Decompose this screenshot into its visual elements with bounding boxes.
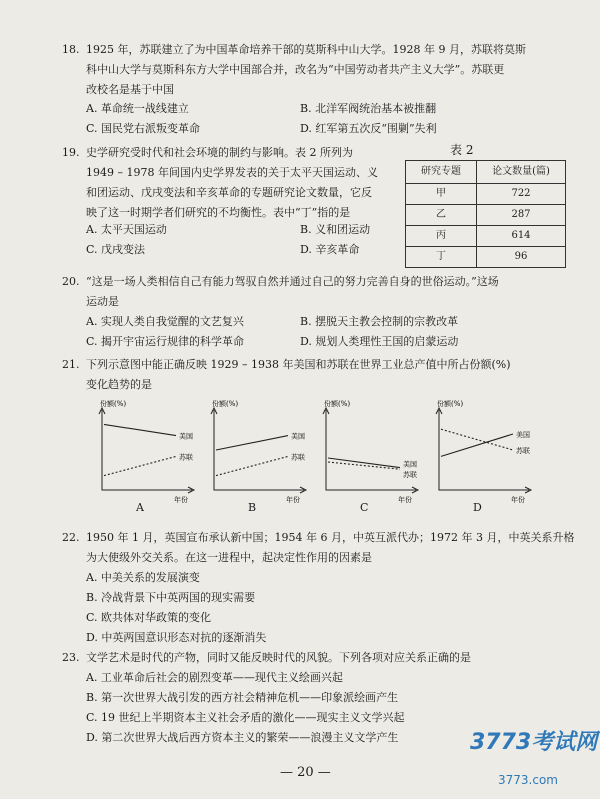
series-line-su	[216, 456, 288, 475]
question-number: 18.	[62, 43, 80, 56]
question-number: 20.	[62, 275, 80, 288]
option-a: A. 革命统一战线建立	[86, 102, 189, 115]
table-header: 论文数量(篇)	[477, 161, 566, 184]
question-text: 史学研究受时代和社会环境的制约与影响。表 2 所列为	[86, 146, 353, 159]
chart-option-letter: A	[136, 501, 144, 514]
axis-arrows	[323, 408, 418, 493]
chart-b	[212, 400, 342, 510]
chart-svg	[100, 400, 230, 504]
question-text: 文学艺术是时代的产物，同时又能反映时代的风貌。下列各项对应关系正确的是	[86, 651, 471, 664]
series-line-us	[216, 436, 288, 450]
chart-svg	[212, 400, 342, 504]
question-text: 为大使级外交关系。在这一进程中，起决定性作用的因素是	[86, 551, 372, 564]
question-text: 科中山大学与莫斯科东方大学中国部合并，改名为“中国劳动者共产主义大学”。苏联更	[86, 63, 505, 76]
question-text: 运动是	[86, 295, 119, 308]
option-b: B. 第一次世界大战引发的西方社会精神危机——印象派绘画产生	[86, 691, 399, 704]
table-caption: 表 2	[450, 143, 474, 157]
table-cell: 722	[477, 184, 566, 205]
axis-arrows	[211, 408, 306, 493]
question-21	[62, 355, 562, 395]
question-text: 变化趋势的是	[86, 378, 152, 391]
y-axis-label: 份额(%)	[324, 400, 351, 408]
y-axis-label: 份额(%)	[100, 400, 127, 408]
table-cell: 96	[477, 247, 566, 268]
table-row	[406, 226, 566, 247]
series-line-us	[104, 424, 176, 435]
question-19	[62, 143, 402, 223]
question-text: 改校名是基于中国	[86, 83, 174, 96]
chart-c	[324, 400, 454, 510]
question-text: 和团运动、戊戌变法和辛亥革命的专题研究论文数量，它反	[86, 186, 372, 199]
chart-a	[100, 400, 230, 510]
option-d: D. 中英两国意识形态对抗的逐渐消失	[86, 631, 267, 644]
question-20	[62, 272, 562, 312]
series-line-su	[441, 429, 513, 450]
option-c: C. 国民党右派叛变革命	[86, 122, 201, 135]
question-number: 21.	[62, 358, 80, 371]
option-b: B. 北洋军阀统治基本被推翻	[300, 102, 437, 115]
axis-arrows	[99, 408, 194, 493]
question-number: 23.	[62, 651, 80, 664]
option-d: D. 第二次世界大战后西方资本主义的繁荣——浪漫主义文学产生	[86, 731, 399, 744]
series-label: 苏联	[179, 453, 193, 462]
series-label: 美国	[291, 432, 305, 441]
x-axis-label: 年份	[286, 496, 300, 504]
question-text: 映了这一时期学者们研究的不均衡性。表中“丁”指的是	[86, 206, 351, 219]
x-axis-label: 年份	[398, 496, 412, 504]
table-cell: 丙	[406, 226, 477, 247]
series-label: 美国	[179, 432, 193, 441]
table-row	[406, 205, 566, 226]
series-line-su	[104, 456, 176, 475]
option-b: B. 冷战背景下中英两国的现实需要	[86, 591, 256, 604]
series-label: 美国	[403, 460, 417, 469]
option-d: D. 辛亥革命	[300, 243, 360, 256]
chart-option-letter: D	[473, 501, 482, 514]
axis-lines	[214, 410, 304, 490]
option-d: D. 红军第五次反“围剿”失利	[300, 122, 437, 135]
option-d: D. 规划人类理性王国的启蒙运动	[300, 335, 459, 348]
chart-d	[437, 400, 567, 510]
question-text: “这是一场人类相信自己有能力驾驭自然并通过自己的努力完善自身的世俗运动。”这场	[86, 275, 499, 288]
question-number: 19.	[62, 146, 80, 159]
question-number: 22.	[62, 531, 80, 544]
option-c: C. 戊戌变法	[86, 243, 146, 256]
x-axis-label: 年份	[174, 496, 188, 504]
axis-lines	[102, 410, 192, 490]
option-a: A. 太平天国运动	[86, 223, 167, 236]
table-cell: 乙	[406, 205, 477, 226]
chart-option-letter: C	[360, 501, 369, 514]
y-axis-label: 份额(%)	[212, 400, 239, 408]
option-c: C. 揭开宇宙运行规律的科学革命	[86, 335, 245, 348]
watermark-logo: 3773考试网	[470, 730, 598, 755]
question-text: 1925 年，苏联建立了为中国革命培养干部的莫斯科中山大学。1928 年 9 月，苏联将莫斯	[86, 43, 526, 56]
series-label: 美国	[516, 431, 530, 439]
option-c: C. 欧共体对华政策的变化	[86, 611, 212, 624]
series-label: 苏联	[291, 453, 305, 462]
page-number: — 20 —	[280, 765, 331, 780]
table-cell: 甲	[406, 184, 477, 205]
option-a: A. 中美关系的发展演变	[86, 571, 200, 584]
table-row	[406, 184, 566, 205]
table-row	[406, 247, 566, 268]
question-text: 下列示意图中能正确反映 1929 – 1938 年美国和苏联在世界工业总产值中所占份额(%)	[86, 358, 511, 371]
question-22	[62, 528, 575, 648]
series-line-us	[441, 434, 513, 456]
series-label: 苏联	[516, 447, 530, 455]
y-axis-label: 份额(%)	[437, 400, 464, 408]
option-b: B. 摆脱天主教会控制的宗教改革	[300, 315, 459, 328]
option-b: B. 义和团运动	[300, 223, 371, 236]
option-a: A. 实现人类自我觉醒的文艺复兴	[86, 315, 244, 328]
table-cell: 287	[477, 205, 566, 226]
option-a: A. 工业革命后社会的剧烈变革——现代主义绘画兴起	[86, 671, 343, 684]
question-text: 1949 – 1978 年间国内史学界发表的关于太平天国运动、义	[86, 166, 378, 179]
chart-svg	[324, 400, 454, 504]
table-cell: 丁	[406, 247, 477, 268]
question-18	[62, 40, 562, 100]
x-axis-label: 年份	[511, 496, 525, 504]
watermark-url: 3773.com	[498, 773, 558, 787]
chart-svg	[437, 400, 567, 504]
option-c: C. 19 世纪上半期资本主义社会矛盾的激化——现实主义文学兴起	[86, 711, 405, 724]
table-header: 研究专题	[406, 161, 477, 184]
series-line-us	[328, 458, 400, 468]
chart-option-letter: B	[248, 501, 257, 514]
series-label: 苏联	[403, 471, 417, 480]
table-cell: 614	[477, 226, 566, 247]
question-text: 1950 年 1 月，英国宣布承认新中国；1954 年 6 月，中英互派代办；1972 年 3 月，中英关系升格	[86, 531, 575, 544]
data-table	[405, 160, 566, 268]
